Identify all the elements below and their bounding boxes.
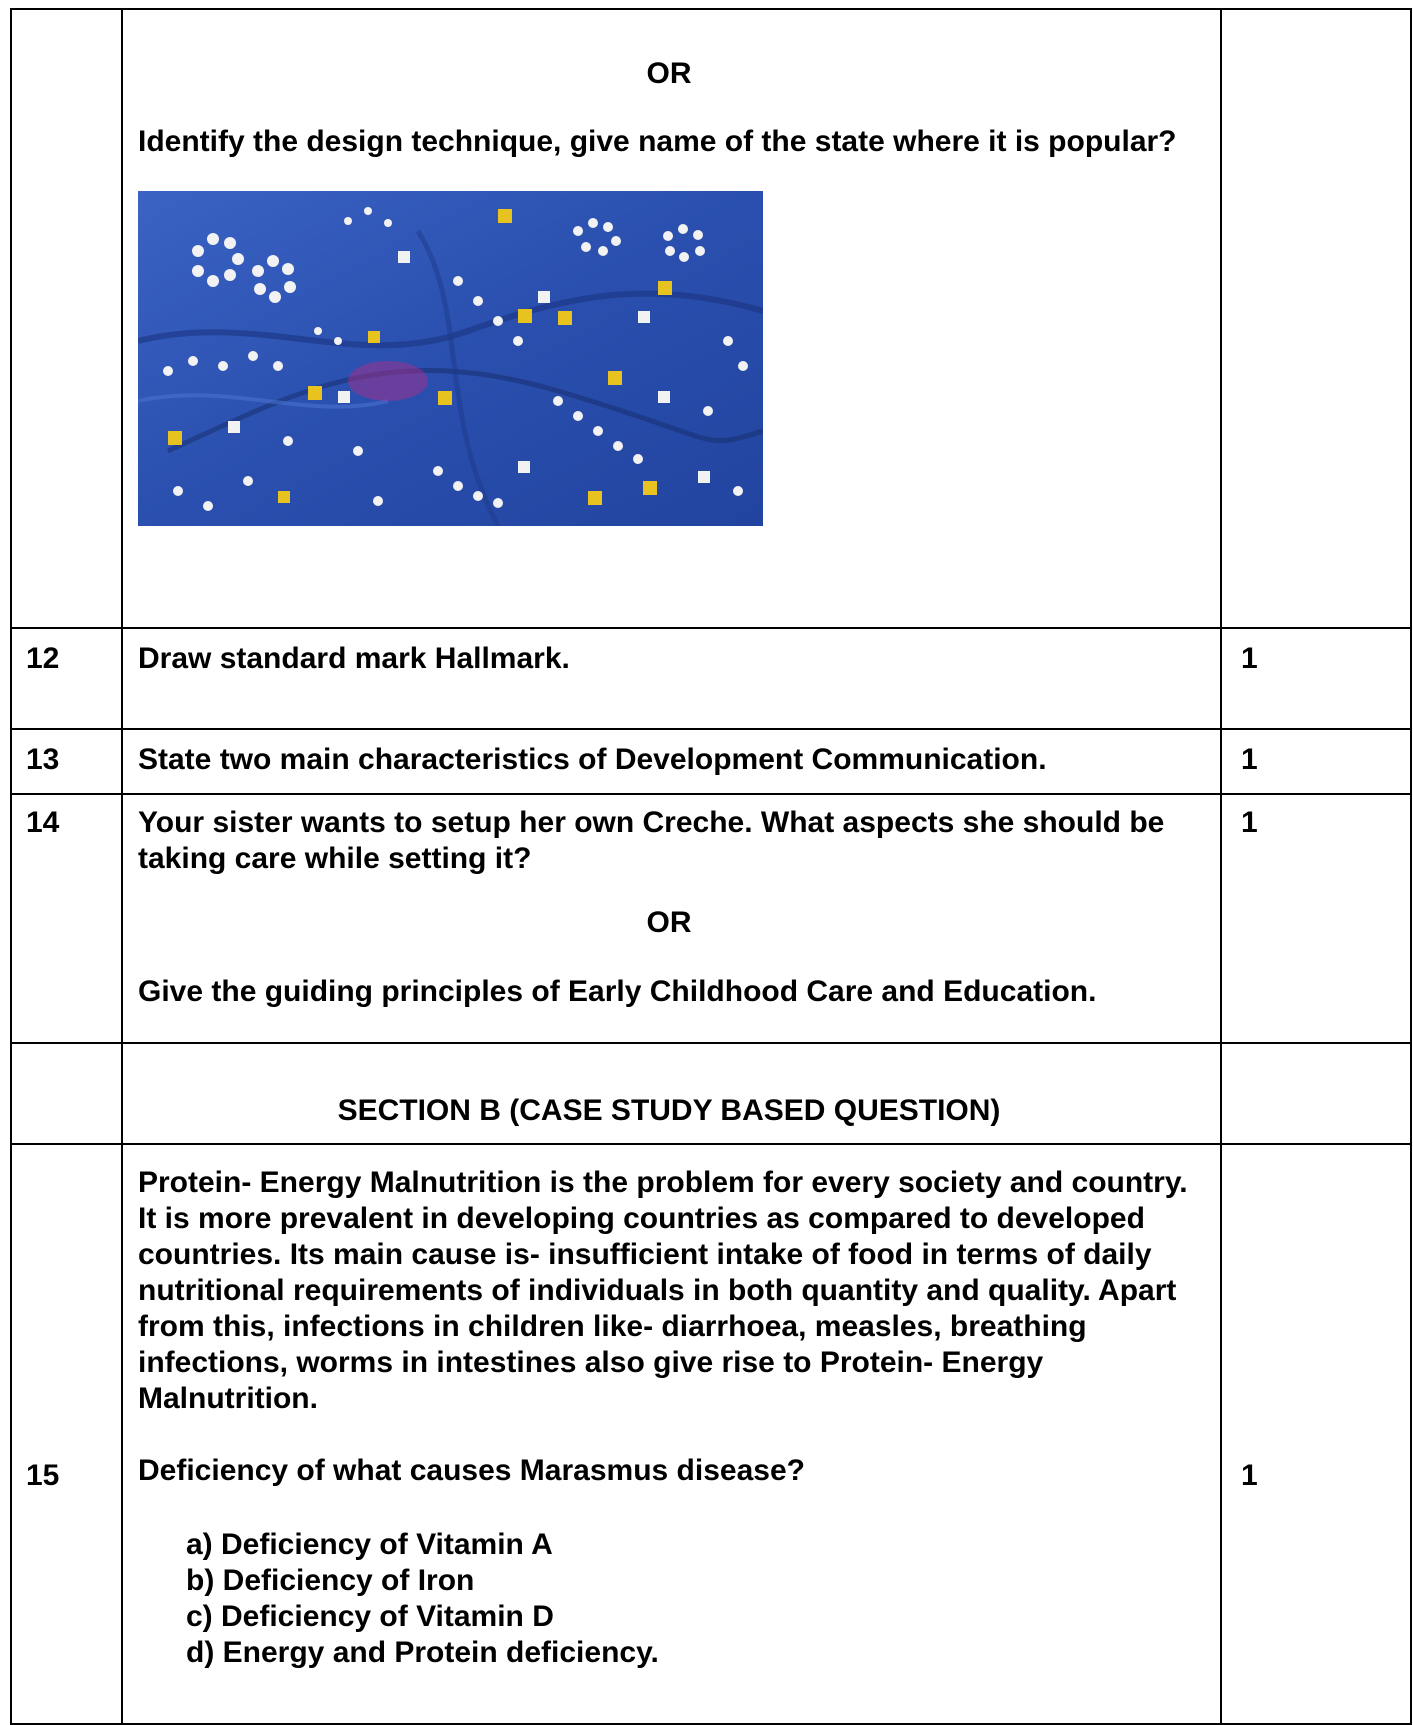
- marks-value: 1: [1241, 1459, 1258, 1492]
- question-body-cell: [122, 1144, 1221, 1724]
- table-row: [11, 1144, 1411, 1724]
- marks-cell: [1221, 628, 1411, 729]
- marks-cell: [1221, 729, 1411, 794]
- section-heading-cell: [122, 1043, 1221, 1144]
- option-d: d) Energy and Protein deficiency.: [186, 1636, 659, 1669]
- option-b: b) Deficiency of Iron: [186, 1564, 475, 1597]
- marks-value: 1: [1241, 642, 1258, 675]
- table-row: [11, 794, 1411, 1043]
- question-body-cell: [122, 628, 1221, 729]
- section-title: SECTION B (CASE STUDY BASED QUESTION): [337, 1094, 1001, 1127]
- question-body-cell: [122, 729, 1221, 794]
- or-label: OR: [646, 57, 692, 90]
- marks-value: 1: [1241, 806, 1258, 839]
- question-table: [10, 8, 1412, 1725]
- marks-cell: [1221, 794, 1411, 1043]
- question-number: [11, 628, 122, 729]
- question-body-cell: [122, 794, 1221, 1043]
- question-number-cell: [11, 1043, 122, 1144]
- question-text: Identify the design technique, give name of the state where it is popular?: [138, 125, 1177, 158]
- question-number: [11, 794, 122, 1043]
- table-row: [11, 1043, 1411, 1144]
- question-number-text: 12: [26, 642, 60, 675]
- option-a: a) Deficiency of Vitamin A: [186, 1528, 553, 1561]
- question-alt-text: Give the guiding principles of Early Childhood Care and Education.: [138, 975, 1097, 1008]
- tie-dye-fabric-photo: [138, 191, 763, 526]
- question-number-text: 14: [26, 806, 60, 839]
- question-number-text: 15: [26, 1459, 60, 1492]
- question-number-text: 13: [26, 743, 60, 776]
- question-text: Draw standard mark Hallmark.: [138, 642, 570, 675]
- case-study-passage: Protein- Energy Malnutrition is the problem for every society and country. It is more prevalent in developing countries as compared to developed countries. Its main cause is- insufficient intake of food in terms of daily nutritional requirements of individuals in both quantity and quality. Apart from this, infections in children like- diarrhoea, measles, breathing infections, worms in intestines also give rise to Protein- Energy Malnutrition.: [138, 1166, 1188, 1415]
- question-text: Deficiency of what causes Marasmus disease?: [138, 1454, 805, 1487]
- question-body-cell: [122, 9, 1221, 628]
- table-row: [11, 729, 1411, 794]
- option-c: c) Deficiency of Vitamin D: [186, 1600, 554, 1633]
- question-number: [11, 1144, 122, 1724]
- marks-cell: [1221, 9, 1411, 628]
- question-number: [11, 729, 122, 794]
- table-row: [11, 628, 1411, 729]
- question-text: State two main characteristics of Development Communication.: [138, 743, 1047, 776]
- marks-value: 1: [1241, 743, 1258, 776]
- marks-cell: [1221, 1043, 1411, 1144]
- marks-cell: [1221, 1144, 1411, 1724]
- or-label: OR: [646, 906, 692, 939]
- answer-options: [138, 1527, 1200, 1671]
- table-row: [11, 9, 1411, 628]
- question-text: Your sister wants to setup her own Creche. What aspects she should be taking care while setting it?: [138, 806, 1165, 875]
- question-number-cell: [11, 9, 122, 628]
